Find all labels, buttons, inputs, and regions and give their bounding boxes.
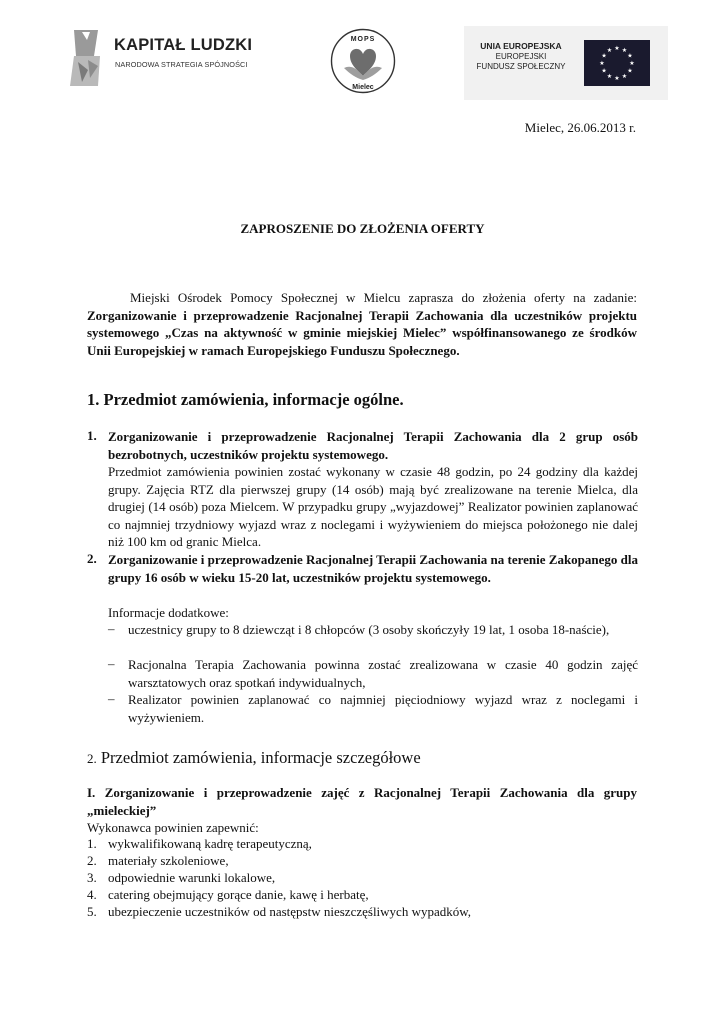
eu-star-icon: ★	[621, 73, 628, 81]
section1-item2-heading: Zorganizowanie i przeprowadzenie Racjonalnej Terapii Zachowania na terenie Zakopanego dla grupy 16 osób w wieku 15-20 lat, uczestników projektu systemowego.	[108, 552, 639, 585]
eu-star-icon: ★	[629, 60, 635, 68]
eu-star-icon: ★	[599, 60, 605, 68]
list-item-number: 1.	[87, 836, 97, 851]
list-item-number: 3.	[87, 870, 97, 885]
section1-item2-number: 2.	[87, 551, 97, 566]
eu-star-icon: ★	[627, 52, 633, 60]
eu-title: UNIA EUROPEJSKA	[480, 41, 562, 51]
section2-subheading: I. Zorganizowanie i przeprowadzenie zajęć z Racjonalnej Terapii Zachowania dla grupy „mieleckiej”	[87, 785, 637, 818]
list-item: wykwalifikowaną kadrę terapeutyczną,	[108, 836, 312, 851]
list-item: odpowiednie warunki lokalowe,	[108, 870, 276, 885]
section2-heading	[87, 748, 421, 768]
eu-star-icon: ★	[614, 75, 620, 83]
eu-flag-icon	[584, 40, 650, 86]
section1-item2-extra-label: Informacje dodatkowe:	[108, 605, 229, 620]
mops-logo-top-text: MOPS	[350, 36, 376, 43]
section1-heading: 1. Przedmiot zamówienia, informacje ogólne.	[87, 390, 404, 409]
mops-mielec-logo	[330, 28, 396, 94]
section2-number: 2.	[87, 751, 97, 766]
document-title: ZAPROSZENIE DO ZŁOŻENIA OFERTY	[240, 221, 485, 236]
list-item: materiały szkoleniowe,	[108, 853, 229, 868]
dash-bullet: –	[108, 691, 115, 706]
section1-item1-heading: Zorganizowanie i przeprowadzenie Racjonalnej Terapii Zachowania dla 2 grup osób bezrobotnych, uczestników projektu systemowego.	[108, 429, 638, 462]
eu-star-icon: ★	[601, 67, 607, 75]
section2-title: Przedmiot zamówienia, informacje szczegółowe	[96, 748, 421, 767]
eu-logo-text	[464, 40, 578, 72]
list-item: catering obejmujący gorące danie, kawę i herbatę,	[108, 887, 369, 902]
eu-star-icon: ★	[606, 47, 613, 55]
section1-item1-number: 1.	[87, 428, 97, 443]
section1-item2-dash-1: uczestnicy grupy to 8 dziewcząt i 8 chłopców (3 osoby skończyły 19 lat, 1 osoba 18-naście),	[128, 622, 610, 637]
list-item-number: 5.	[87, 904, 97, 919]
document-date: Mielec, 26.06.2013 r.	[524, 120, 636, 135]
eu-star-icon: ★	[627, 67, 633, 75]
kapital-ludzki-logo	[62, 26, 262, 94]
eu-sub-line1: EUROPEJSKI	[495, 52, 547, 61]
section2-intro: Wykonawca powinien zapewnić:	[87, 820, 259, 835]
eu-logo-box	[464, 26, 668, 100]
eu-sub-line2: FUNDUSZ SPOŁECZNY	[476, 62, 566, 71]
mops-logo-bottom-text: Mielec	[352, 84, 374, 91]
list-item-number: 4.	[87, 887, 97, 902]
section1-item2-dash-3: Realizator powinien zaplanować co najmniej pięciodniowy wyjazd wraz z noclegami i wyżywieniem.	[128, 692, 638, 725]
kapital-ludzki-subtitle: NARODOWA STRATEGIA SPÓJNOŚCI	[115, 60, 248, 69]
eu-star-icon: ★	[621, 47, 628, 55]
section1-item1-text: Przedmiot zamówienia powinien zostać wykonany w czasie 48 godzin, po 24 godziny dla każdej grupy. Zajęcia RTZ dla pierwszej grupy (14 osób) mają być zrealizowane na terenie Mielca, dla drugiej (14 osób) poza Mielcem. W przypadku grupy „wyjazdowej” Realizator powinien zaplanować co najmniej trzydniowy wyjazd wraz z noclegami i wyżywieniem do miejsca położonego nie dalej niż 100 km od granic Mielca.	[108, 464, 638, 549]
list-item: ubezpieczenie uczestników od następstw nieszczęśliwych wypadków,	[108, 904, 472, 919]
eu-star-icon: ★	[601, 52, 607, 60]
section1-item2-dash-2: Racjonalna Terapia Zachowania powinna zostać zrealizowana w czasie 40 godzin zajęć warsztatowych oraz spotkań indywidualnych,	[128, 657, 638, 690]
kapital-ludzki-title: KAPITAŁ LUDZKI	[114, 36, 253, 54]
intro-bold: Zorganizowanie i przeprowadzenie Racjonalnej Terapii Zachowania dla uczestników projektu systemowego „Czas na aktywność w gminie miejskiej Mielec” współfinansowanego ze środków Unii Europejskiej w ramach Europejskiego Funduszu Społecznego.	[87, 307, 637, 358]
kapital-ludzki-mark-icon	[68, 26, 106, 90]
eu-star-icon: ★	[614, 45, 620, 53]
dash-bullet: –	[108, 621, 115, 636]
list-item-number: 2.	[87, 853, 97, 868]
intro-paragraph	[87, 289, 637, 359]
intro-normal: Miejski Ośrodek Pomocy Społecznej w Mielcu zaprasza do złożenia oferty na zadanie:	[130, 290, 637, 305]
eu-star-icon: ★	[606, 73, 613, 81]
dash-bullet: –	[108, 656, 115, 671]
